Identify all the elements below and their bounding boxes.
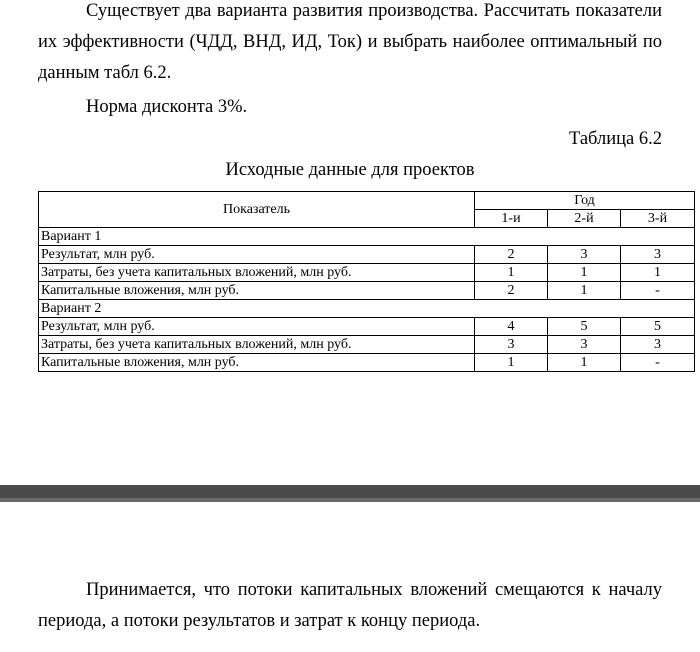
cell-value: 1 bbox=[548, 264, 621, 282]
row-label: Результат, млн руб. bbox=[39, 318, 475, 336]
header-indicator: Показатель bbox=[39, 192, 475, 228]
footer-paragraph: Принимается, что потоки капитальных вложений смещаются к началу периода, а потоки результатов и затрат к концу периода. bbox=[38, 580, 662, 631]
row-label: Затраты, без учета капитальных вложений, млн руб. bbox=[39, 336, 475, 354]
table-row bbox=[39, 336, 695, 354]
intro-paragraph: Существует два варианта развития производства. Рассчитать показатели их эффективности (ЧДД, ВНД, ИД, Ток) и выбрать наиболее оптимальный по данным табл 6.2. bbox=[38, 1, 662, 83]
cell-value: 3 bbox=[475, 336, 548, 354]
header-year-2: 2-й bbox=[548, 210, 621, 228]
row-label: Затраты, без учета капитальных вложений, млн руб. bbox=[39, 264, 475, 282]
table-row bbox=[39, 246, 695, 264]
cell-value: 3 bbox=[621, 336, 695, 354]
cell-value: 1 bbox=[548, 354, 621, 372]
cell-value: 5 bbox=[621, 318, 695, 336]
row-label: Результат, млн руб. bbox=[39, 246, 475, 264]
source-data-table bbox=[38, 191, 695, 372]
cell-value: 2 bbox=[475, 246, 548, 264]
table-row bbox=[39, 264, 695, 282]
header-year: Год bbox=[475, 192, 695, 210]
cell-value: 1 bbox=[475, 264, 548, 282]
cell-value: - bbox=[621, 354, 695, 372]
cell-value: 3 bbox=[621, 246, 695, 264]
cell-value: - bbox=[621, 282, 695, 300]
cell-value: 3 bbox=[548, 246, 621, 264]
table-row bbox=[39, 318, 695, 336]
header-year-3: 3-й bbox=[621, 210, 695, 228]
row-label: Капитальные вложения, млн руб. bbox=[39, 354, 475, 372]
cell-value: 4 bbox=[475, 318, 548, 336]
page-break-divider bbox=[0, 485, 700, 502]
cell-value: 1 bbox=[548, 282, 621, 300]
table-row bbox=[39, 282, 695, 300]
cell-value: 1 bbox=[475, 354, 548, 372]
group-row bbox=[39, 300, 695, 318]
cell-value: 5 bbox=[548, 318, 621, 336]
cell-value: 1 bbox=[621, 264, 695, 282]
table-row bbox=[39, 354, 695, 372]
group-label: Вариант 1 bbox=[39, 228, 695, 246]
row-label: Капитальные вложения, млн руб. bbox=[39, 282, 475, 300]
group-row bbox=[39, 228, 695, 246]
table-title: Исходные данные для проектов bbox=[225, 160, 475, 180]
cell-value: 3 bbox=[548, 336, 621, 354]
cell-value: 2 bbox=[475, 282, 548, 300]
discount-rate-text: Норма дисконта 3%. bbox=[86, 97, 248, 117]
group-label: Вариант 2 bbox=[39, 300, 695, 318]
table-caption: Таблица 6.2 bbox=[569, 129, 662, 149]
header-year-1: 1-и bbox=[475, 210, 548, 228]
